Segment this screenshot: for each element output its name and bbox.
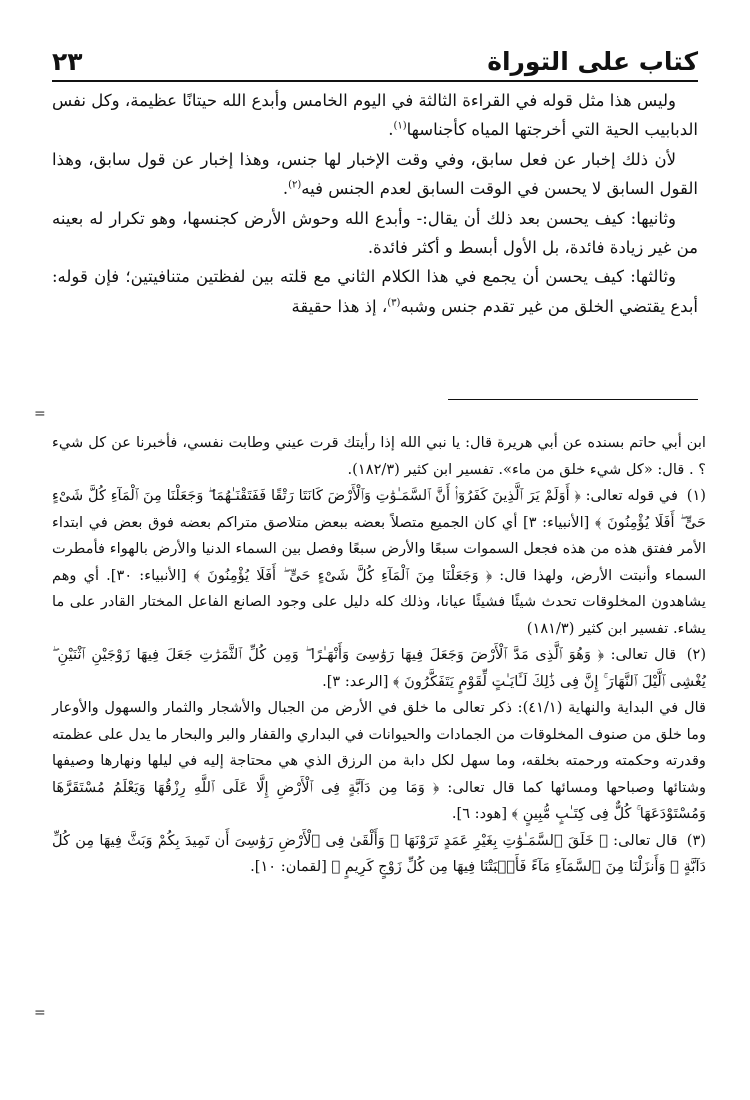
footnote-3 <box>52 828 706 881</box>
paragraph-2-text: لأن ذلك إخبار عن فعل سابق، وفي وقت الإخبار لها جنس، وهذا إخبار عن قول سابق، وهذا القول السابق لا يحسن في الوقت السابق لعدم الجنس فيه <box>52 149 698 199</box>
footnote-ref-1[interactable]: (١) <box>393 120 407 132</box>
footnote-1-number: (١) <box>686 487 706 504</box>
paragraph-3 <box>52 204 698 263</box>
paragraph-1-text: وليس هذا مثل قوله في القراءة الثالثة في اليوم الخامس وأبدع الله حيتانًا عظيمة، وكل نفس الدبابيب الحية التي أخرجتها المياه كأجناسها <box>52 91 698 140</box>
main-text <box>52 86 698 321</box>
footnote-ref-3[interactable]: (٣) <box>387 297 401 309</box>
footnote-1 <box>52 483 706 642</box>
footnote-ref-2[interactable]: (٢) <box>288 179 302 191</box>
continuation-mark-top: = <box>34 406 46 422</box>
paragraph-4-text: وثالثها: كيف يحسن أن يجمع في هذا الكلام الثاني مع قلته بين لفظتين متنافيتين؛ فإن قوله: أبدع يقتضي الخلق من غير تقدم جنس وشبه <box>52 267 698 316</box>
page-header <box>52 40 698 82</box>
paragraph-2 <box>52 145 698 204</box>
footnote-2-commentary: قال في البداية والنهاية (٤١/١): ذكر تعالى ما خلق في الأرض من الجبال والأشجار والثمار والسهول والأوعار وما خلق من صنوف المخلوقات من الجمادات والحيوانات في البداري والقفار والبر والبحار ما يدل على عظمته وقدرته وحكمته ورحمته بخلقه، وما سهل لكل دابة من الرزق الذي هي محتاجة إليه في ليلها ونهارها وصيفها وشتائها وصباحها ومسائها كما قال تعالى: ﴿ وَمَا مِن دَآبَّةٍ فِى ٱلْأَرْضِ إِلَّا عَلَى ٱللَّهِ رِزْقُهَا وَيَعْلَمُ مُسْتَقَرَّهَا وَمُسْتَوْدَعَهَا ۚ كُلٌّ فِى كِتَـٰبٍ مُّبِينٍ ﴾ [هود: ٦]. <box>52 699 706 822</box>
paragraph-2-end: . <box>282 179 289 199</box>
footnotes <box>52 430 706 881</box>
footnote-2-number: (٢) <box>686 646 707 663</box>
footnote-3-number: (٣) <box>686 831 706 849</box>
footnote-separator <box>448 399 698 400</box>
paragraph-3-text: وثانيها: كيف يحسن بعد ذلك أن يقال:- وأبدع الله وحوش الأرض كجنسها، وهو تكرار له بعينه من غير زيادة فائدة، بل الأول أبسط و أكثر فائدة. <box>52 208 698 258</box>
paragraph-1-end: . <box>388 120 394 140</box>
footnote-2 <box>52 642 706 695</box>
paragraph-1 <box>52 86 698 145</box>
footnote-3-text: قال تعالى: ﴿ خَلَقَ ٱلسَّمَـٰوَٰتِ بِغَيْرِ عَمَدٍ تَرَوْنَهَا ۖ وَأَلْقَىٰ فِى ٱلْأَرْضِ رَوَٰسِىَ أَن تَمِيدَ بِكُمْ وَبَثَّ فِيهَا مِن كُلِّ دَآبَّةٍ ۚ وَأَنزَلْنَا مِنَ ٱلسَّمَآءِ مَآءً فَأَنۢبَتْنَا فِيهَا مِن كُلِّ زَوْجٍ كَرِيمٍ ﴾ [لقمان: ١٠]. <box>52 831 706 875</box>
continuation-mark-bottom: = <box>34 1005 46 1021</box>
footnote-continuation: ابن أبي حاتم بسنده عن أبي هريرة قال: يا نبي الله إذا رأيتك قرت عيني وطابت نفسي، فأخبرنا عن كل شيء ؟ . قال: «كل شيء خلق من ماء». تفسير ابن كثير (١٨٢/٣). <box>52 434 706 478</box>
footnote-2-text: قال تعالى: ﴿ وَهُوَ ٱلَّذِى مَدَّ ٱلْأَرْضَ وَجَعَلَ فِيهَا رَوَٰسِىَ وَأَنْهَـٰرًا ۖ وَمِن كُلِّ ٱلثَّمَرَٰتِ جَعَلَ فِيهَا زَوْجَيْنِ ٱثْنَيْنِ ۖ يُغْشِى ٱلَّيْلَ ٱلنَّهَارَ ۚ إِنَّ فِى ذَٰلِكَ لَـَٔايَـٰتٍ لِّقَوْمٍ يَتَفَكَّرُونَ ﴾ [الرعد: ٣]. <box>52 646 706 690</box>
page-number: ٢٣ <box>52 47 83 76</box>
running-title: كتاب على التوراة <box>487 47 698 76</box>
paragraph-4-end: ، إذ هذا حقيقة <box>291 296 388 316</box>
paragraph-4 <box>52 262 698 321</box>
footnote-1-text: في قوله تعالى: ﴿ أَوَلَمْ يَرَ ٱلَّذِينَ كَفَرُوٓا۟ أَنَّ ٱلسَّمَـٰوَٰتِ وَٱلْأَرْضَ كَانَتَا رَتْقًا فَفَتَقْنَـٰهُمَا ۖ وَجَعَلْنَا مِنَ ٱلْمَآءِ كُلَّ شَىْءٍ حَىٍّ ۖ أَفَلَا يُؤْمِنُونَ ﴾ [الأنبياء: ٣] أي كان الجميع متصلاً بعضه ببعض متلاصق متراكم بعضه فوق بعض في ابتداء الأمر ففتق هذه من هذه فجعل السموات سبعًا والأرض سبعًا وفصل بين السماء الدنيا والأرض بالهواء فأمطرت السماء وأنبتت الأرض، ولهذا قال: ﴿ وَجَعَلْنَا مِنَ ٱلْمَآءِ كُلَّ شَىْءٍ حَىٍّ ۖ أَفَلَا يُؤْمِنُونَ ﴾ [الأنبياء: ٣٠]. أي وهم يشاهدون المخلوقات تحدث شيئًا فشيئًا عيانا، وذلك كله دليل على وجود الصانع الفاعل المختار القادر على ما يشاء. تفسير ابن كثير (١٨١/٣) <box>52 487 706 637</box>
